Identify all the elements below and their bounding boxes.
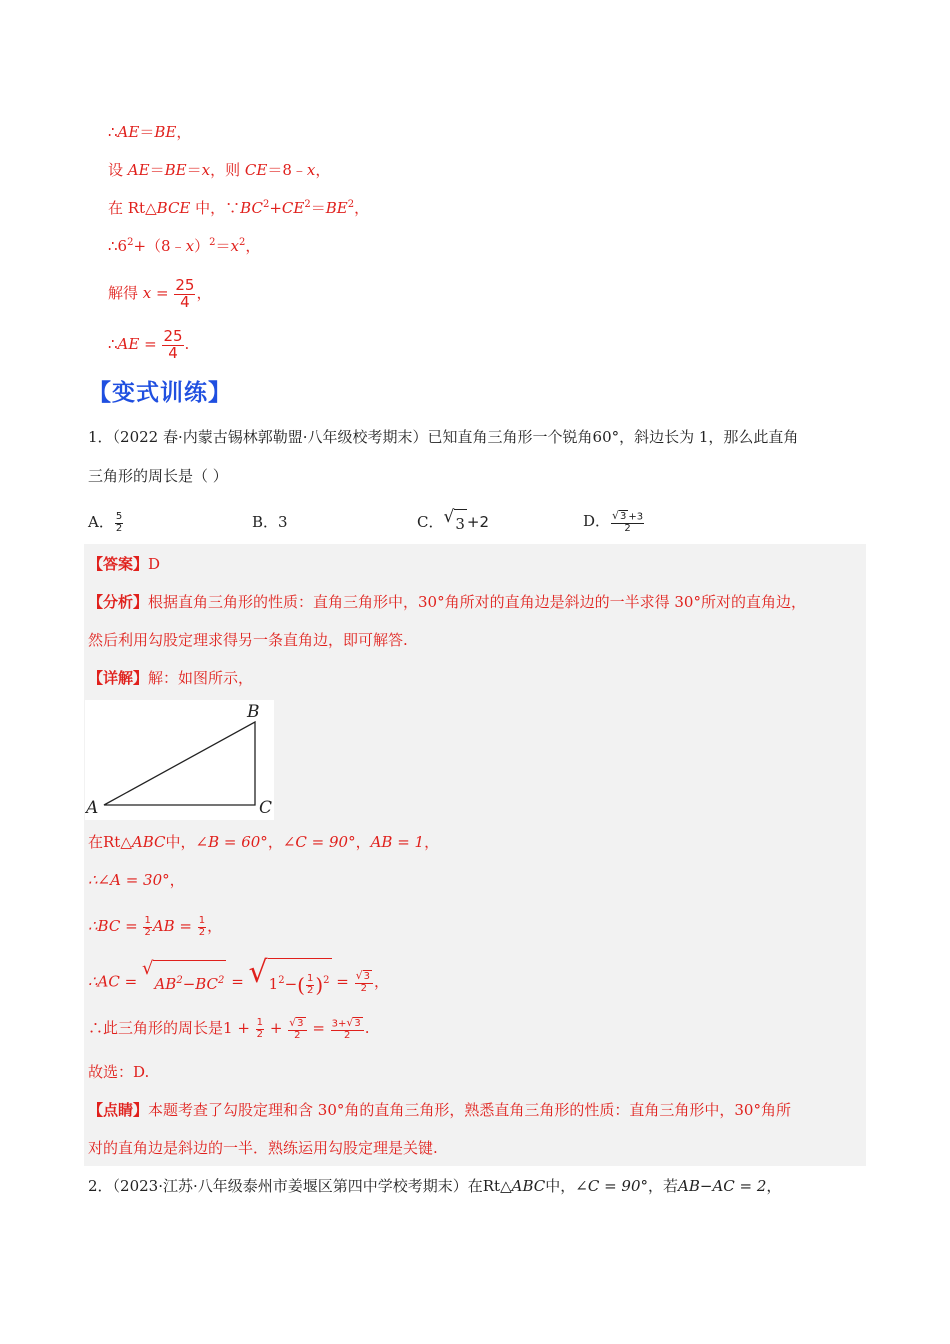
explanation-line-5: ∴此三角形的周长是1 + $\frac{1}{2}$ + √ 3 2 = 3+ √ 3 2 . — [88, 1015, 370, 1041]
sqrt-symbol: √ 3 — [612, 508, 627, 522]
answer-label: 【答案】 — [88, 555, 149, 573]
fraction: $\frac{1}{2}$ — [144, 915, 151, 938]
fraction: $\frac{25}{4}$ — [175, 275, 195, 311]
fraction: 3+ √ 3 2 — [331, 1017, 364, 1041]
answer-line: 【答案】D — [88, 555, 161, 573]
explanation-line-2: ∴∠A = 30°， — [88, 871, 185, 889]
option-a: A． $\frac{5}{2}$ — [88, 511, 123, 534]
fraction: $\frac{1}{2}$ — [306, 973, 314, 996]
vertex-label-c: C — [259, 798, 273, 818]
detail-label: 【详解】 — [88, 669, 149, 687]
option-c: C． √ 3 +2 — [417, 509, 489, 537]
explanation-line-3: ∴BC = $\frac{1}{2}$ AB = $\frac{1}{2}$ ， — [88, 915, 223, 938]
question-1-line-1: 1．（2022 春·内蒙古锡林郭勒盟·八年级校考期末）已知直角三角形一个锐角60°，斜边长为 1，那么此直角 — [88, 428, 799, 446]
comment-line-1: 【点睛】本题考查了勾股定理和含 30°角的直角三角形，熟悉直角三角形的性质：直角三角形中，30°角所 — [88, 1101, 791, 1119]
sqrt-symbol: √ $1^2-$( $\frac{1}{2}$ )$^2$ — [249, 958, 332, 1007]
solution-line-5: 解得 x = $\frac{25}{4}$ ， — [108, 275, 212, 311]
analysis-label: 【分析】 — [88, 593, 149, 611]
vertex-label-b: B — [247, 702, 260, 722]
fraction: √ 3 +3 2 — [612, 508, 644, 534]
sqrt-symbol: √ 3 — [443, 509, 466, 537]
sqrt-symbol: √ 3 — [346, 1015, 361, 1029]
solution-line-3: 在 Rt△BCE 中，$\because BC^2+CE^2=BE^2$， — [108, 199, 370, 217]
analysis-line-1: 【分析】根据直角三角形的性质：直角三角形中，30°角所对的直角边是斜边的一半求得 30°所对的直角边， — [88, 593, 806, 611]
vertex-label-a: A — [86, 798, 99, 818]
solution-line-6: ∴AE = $\frac{25}{4}$ . — [108, 326, 190, 362]
sqrt-symbol: √ 3 — [289, 1015, 304, 1029]
solution-line-1: ∴AE＝BE， — [108, 123, 192, 141]
sqrt-symbol: √ $AB^2-BC^2$ — [142, 960, 226, 1006]
explanation-line-6: 故选：D. — [88, 1063, 150, 1081]
fraction: √ 3 2 — [288, 1017, 306, 1041]
section-heading: 【变式训练】 — [88, 380, 232, 406]
explanation-line-1: 在Rt△ABC中，∠B = 60°，∠C = 90°，AB = 1， — [88, 833, 440, 851]
sqrt-symbol: √ 3 — [355, 969, 371, 983]
question-1-line-2: 三角形的周长是（ ） — [88, 467, 228, 485]
fraction: $\frac{5}{2}$ — [115, 511, 123, 534]
option-d: D． √ 3 +3 2 — [583, 508, 644, 534]
solution-line-2: 设 AE＝BE＝x，则 CE＝8﹣x， — [108, 161, 331, 179]
question-2-line-1: 2．（2023·江苏·八年级泰州市姜堰区第四中学校考期末）在Rt△ABC中，∠C = 90°，若AB−AC = 2， — [88, 1177, 782, 1195]
triangle-drawing — [85, 700, 274, 820]
triangle-shape — [104, 722, 255, 805]
solution-line-4: $\therefore 6^2+(8﹣x)^2=x^2$， — [108, 237, 261, 255]
triangle-figure — [85, 700, 274, 820]
detail-line: 【详解】解：如图所示， — [88, 669, 254, 687]
analysis-line-2: 然后利用勾股定理求得另一条直角边，即可解答. — [88, 631, 408, 649]
therefore-symbol: ∴ — [108, 123, 118, 141]
comment-line-2: 对的直角边是斜边的一半．熟练运用勾股定理是关键. — [88, 1139, 438, 1157]
comment-label: 【点睛】 — [88, 1101, 149, 1119]
explanation-line-4: ∴AC = √ $AB^2-BC^2$ = √ $1^2-$( $\frac{1}{2}$ )$^2$ = √ 3 2 ， — [88, 958, 389, 1007]
option-b: B．3 — [252, 513, 288, 531]
fraction: √ 3 2 — [355, 970, 373, 994]
fraction: $\frac{1}{2}$ — [256, 1017, 264, 1040]
fraction: $\frac{25}{4}$ — [163, 326, 183, 362]
fraction: $\frac{1}{2}$ — [198, 915, 206, 938]
